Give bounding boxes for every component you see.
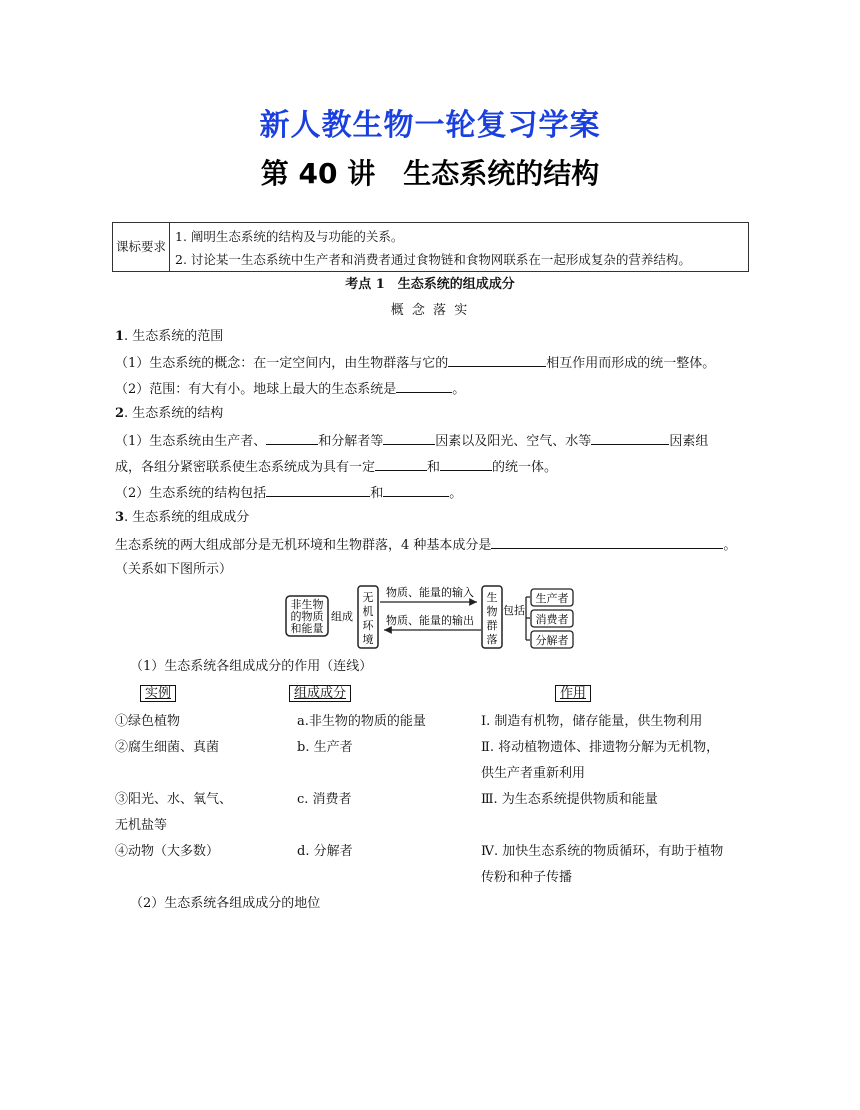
box-consumer-label: 消费者 [535,613,569,626]
label-input: 物质、能量的输入 [386,586,474,599]
section-heading: 考点 1 生态系统的组成成分 [345,277,515,292]
fill-blank[interactable] [448,353,546,367]
fill-blank[interactable] [266,431,318,445]
matching-intro: （1）生态系统各组成成分的作用（连线） [130,659,373,674]
box-decomposer-label: 分解者 [535,634,569,647]
fill-blank[interactable] [491,535,723,549]
example-1: ①绿色植物 [115,714,181,729]
col-functions-header: 作用 [555,685,591,703]
box-nonliving-line1: 非生物 [290,598,324,611]
fill-blank[interactable] [440,457,492,471]
function-1: Ⅰ. 制造有机物，储存能量，供生物利用 [481,714,703,729]
heading-ecosystem-structure: 2. 生态系统的结构 [115,406,224,421]
fill-blank[interactable] [591,431,669,445]
function-2: Ⅱ. 将动植物遗体、排遗物分解为无机物， [481,740,720,755]
fill-blank[interactable] [396,379,452,393]
box-nonliving-line3: 和能量 [290,622,324,635]
doc-title: 新人教生物一轮复习学案 [259,108,601,143]
label-compose: 组成 [331,610,353,623]
component-a: a.非生物的物质的能量 [297,714,426,729]
lesson-title: 第 40 讲 生态系统的结构 [260,157,600,190]
function-4-cont: 传粉和种子传播 [481,870,573,885]
requirements-label: 课标要求 [113,223,170,271]
box-community-char4: 落 [486,633,498,646]
component-b: b. 生产者 [297,740,353,755]
box-community-char2: 物 [486,605,498,618]
box-community-char1: 生 [486,591,498,604]
requirement-1: 1. 阐明生态系统的结构及与功能的关系。 [175,229,404,244]
box-community-char3: 群 [486,619,498,632]
box-producer-label: 生产者 [535,592,569,605]
paragraph-relation-note: （关系如下图所示） [115,562,233,577]
box-abiotic-char1: 无 [362,591,374,604]
box-abiotic-char3: 环 [362,619,374,632]
fill-blank[interactable] [375,457,427,471]
paragraph-structure: （2）生态系统的结构包括 和 。 [115,483,462,503]
function-4: Ⅳ. 加快生态系统的物质循环，有助于植物 [481,844,724,859]
col-components-header: 组成成分 [289,685,351,703]
box-abiotic-char2: 机 [362,605,374,618]
label-output: 物质、能量的输出 [386,614,474,627]
paragraph-concept: （1）生态系统的概念：在一定空间内，由生物群落与它的 相互作用而形成的统一整体。 [115,353,715,373]
status-intro: （2）生态系统各组成成分的地位 [130,896,321,911]
box-nonliving-line2: 的物质 [290,610,324,623]
component-c: c. 消费者 [297,792,352,807]
example-4: ④动物（大多数） [115,844,220,859]
example-2: ②腐生细菌、真菌 [115,740,220,755]
example-3: ③阳光、水、氧气、 [115,792,233,807]
heading-ecosystem-range: 1. 生态系统的范围 [115,329,224,344]
paragraph-composition-cont: 成，各组分紧密联系使生态系统成为具有一定 和 的统一体。 [115,457,557,477]
ecosystem-diagram [284,584,576,650]
col-examples-header: 实例 [140,685,176,703]
paragraph-components: 生态系统的两大组成部分是无机环境和生物群落，4 种基本成分是 。 [115,535,736,555]
label-include: 包括 [503,604,525,617]
component-d: d. 分解者 [297,844,353,859]
requirement-2: 2. 讨论某一生态系统中生产者和消费者通过食物链和食物网联系在一起形成复杂的营养结构。 [175,252,691,267]
paragraph-range: （2）范围：有大有小。地球上最大的生态系统是 。 [115,379,465,399]
box-abiotic-char4: 境 [362,633,374,646]
fill-blank[interactable] [383,431,435,445]
heading-ecosystem-components: 3. 生态系统的组成成分 [115,510,250,525]
function-3: Ⅲ. 为生态系统提供物质和能量 [481,792,658,807]
example-3-cont: 无机盐等 [115,818,168,833]
section-subheading: 概 念 落 实 [390,303,470,318]
requirements-table [112,222,749,272]
fill-blank[interactable] [266,483,370,497]
fill-blank[interactable] [383,483,449,497]
paragraph-composition: （1）生态系统由生产者、 和分解者等 因素以及阳光、空气、水等 因素组 [115,431,708,451]
function-2-cont: 供生产者重新利用 [481,766,586,781]
